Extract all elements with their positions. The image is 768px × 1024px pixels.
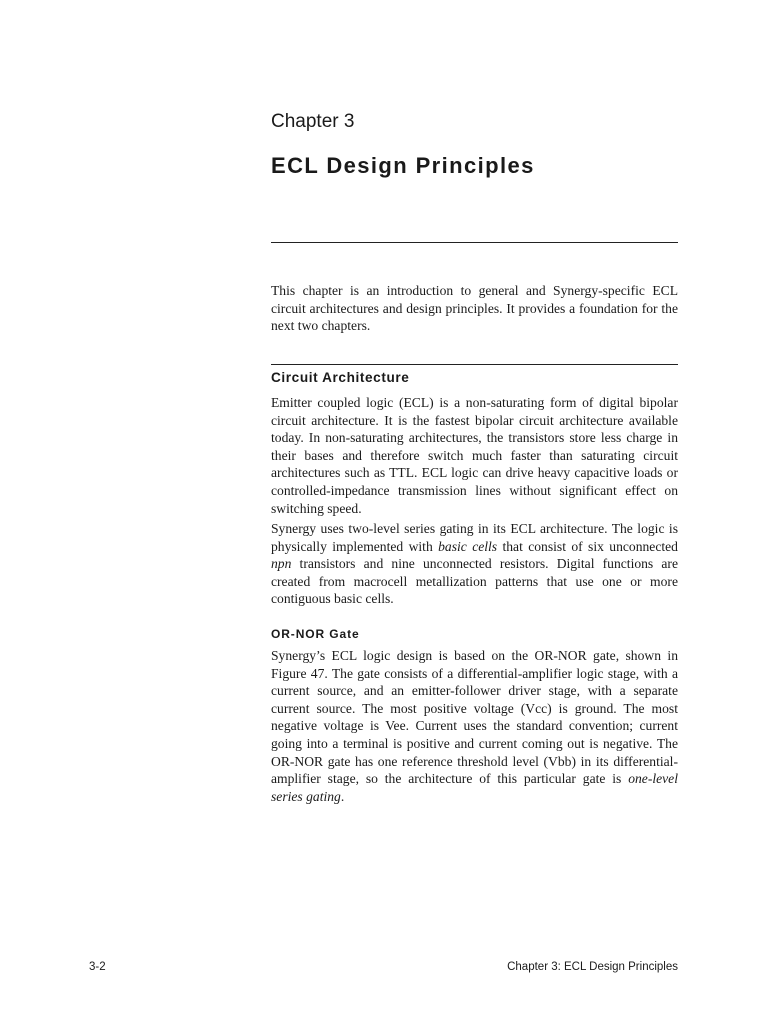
paragraph-text: transistors and nine unconnected resistors. Digital functions are created from macrocell metallization patterns that use one or more contiguous basic cells. <box>271 556 678 607</box>
paragraph-text: Synergy’s ECL logic design is based on the OR-NOR gate, shown in Figure 47. The gate consists of a differential-amplifier logic stage, with a current source, and an emitter-follower driver stage, with a separate current source. The most positive voltage (Vcc) is ground. The most negative voltage is Vee. Current uses the standard convention; current going into a terminal is positive and current coming out is negative. The OR-NOR gate has one reference threshold level (Vbb) in its differential-amplifier stage, so the architecture of this particular gate is <box>271 648 678 787</box>
emphasis-basic-cells: basic cells <box>438 538 498 554</box>
chapter-label: Chapter 3 <box>271 111 355 132</box>
paragraph-text: Synergy uses two-level series gating in its ECL architecture. The logic is physically implemented with <box>271 521 678 554</box>
paragraph-text: . <box>340 788 345 804</box>
circuit-architecture-paragraph-1: Emitter coupled logic (ECL) is a non-saturating form of digital bipolar circuit architecture. It is the fastest bipolar circuit architecture available today. In non-saturating architectures, the transistors store less charge in their bases and therefore switch much faster than saturating circuit architectures such as TTL. ECL logic can drive heavy capacitive loads or controlled-impedance transmission lines without significant effect on switching speed. <box>271 395 678 516</box>
circuit-architecture-paragraph-2 <box>271 520 678 608</box>
divider-rule <box>271 364 678 365</box>
emphasis-npn: npn <box>271 556 292 572</box>
intro-paragraph: This chapter is an introduction to general and Synergy-specific ECL circuit architectures and design principles. It provides a foundation for the next two chapters. <box>271 283 678 334</box>
chapter-title: ECL Design Principles <box>271 153 535 178</box>
divider-rule <box>271 242 678 243</box>
or-nor-gate-paragraph <box>271 647 678 805</box>
section-heading: Circuit Architecture <box>271 370 410 385</box>
footer-running-title: Chapter 3: ECL Design Principles <box>507 961 678 973</box>
paragraph-text: that consist of six unconnected <box>497 538 678 554</box>
footer-page-number: 3-2 <box>89 961 106 973</box>
subsection-heading: OR-NOR Gate <box>271 627 360 641</box>
emphasis-one-level-series-gating: one-level series gating <box>271 771 678 804</box>
